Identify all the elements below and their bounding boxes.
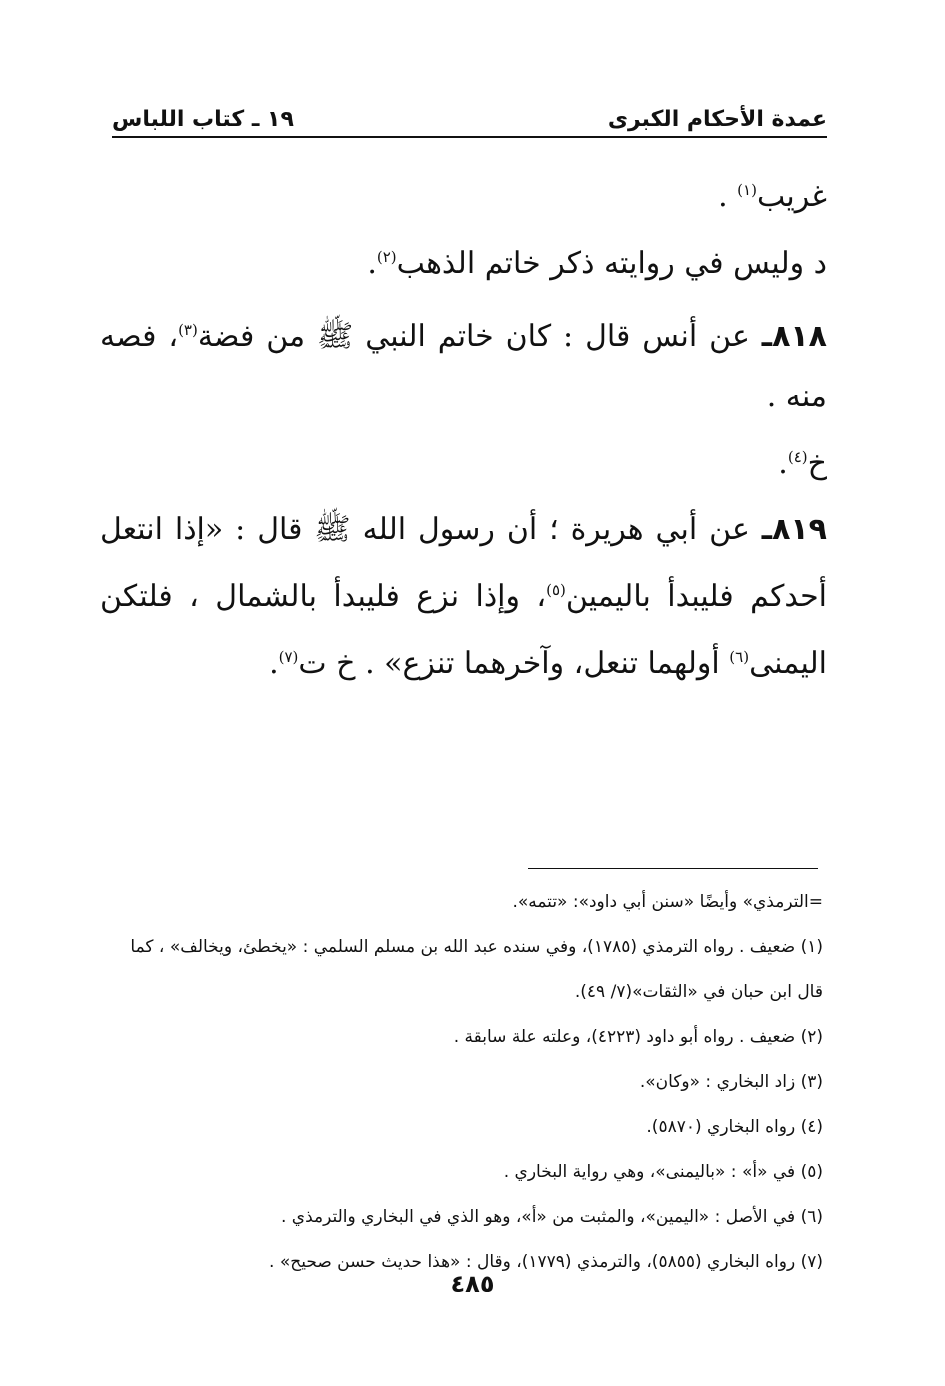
footnote-6: (٦) في الأصل : «اليمين»، والمثبت من «أ»، وهو الذي في البخاري والترمذي . bbox=[280, 1207, 823, 1227]
running-header bbox=[112, 98, 827, 138]
footnote-2: (٢) ضعيف . رواه أبو داود (٤٢٢٣)، وعلته علة سابقة . bbox=[453, 1027, 823, 1047]
text-abu-dawud-note: د وليس في روايته ذكر خاتم الذهب bbox=[396, 246, 827, 281]
hadith-number-819: ٨١٩ـ bbox=[761, 512, 827, 547]
footnote-ref-7[interactable]: (٧) bbox=[278, 648, 299, 666]
footnote-continuation: =الترمذي» وأيضًا «سنن أبي داود»: «تتمه». bbox=[512, 892, 823, 912]
footnote-5: (٥) في «أ» : «باليمنى»، وهي رواية البخاري . bbox=[503, 1162, 823, 1182]
hadith-819-text-a: عن أبي هريرة ؛ أن رسول الله ﷺ قال : «إذا انتعل أحدكم فليبدأ باليمين bbox=[100, 512, 827, 614]
chapter-title: ١٩ ـ كتاب اللباس bbox=[112, 107, 294, 132]
hadith-818-end: ، فصه منه . bbox=[100, 319, 827, 414]
footnote-3: (٣) زاد البخاري : «وكان». bbox=[639, 1072, 823, 1092]
punct: . bbox=[269, 646, 279, 681]
punct: . bbox=[367, 246, 377, 281]
text-line-2 bbox=[100, 227, 827, 294]
footnote-separator bbox=[528, 868, 818, 869]
main-text bbox=[100, 160, 827, 694]
punct: . bbox=[718, 179, 738, 214]
hadith-819-text-c: أولهما تنعل، وآخرهما تنزع» . خ ت bbox=[298, 646, 730, 681]
hadith-819 bbox=[100, 500, 827, 694]
footnote-ref-1[interactable]: (١) bbox=[737, 181, 757, 199]
text-line-1 bbox=[100, 160, 827, 227]
text-gharib: غريب bbox=[756, 179, 827, 214]
book-title: عمدة الأحكام الكبرى bbox=[607, 107, 827, 132]
footnote-7: (٧) رواه البخاري (٥٨٥٥)، والترمذي (١٧٧٩)، وقال : «هذا حديث حسن صحيح» . bbox=[269, 1252, 823, 1272]
footnote-1: (١) ضعيف . رواه الترمذي (١٧٨٥)، وفي سنده عبد الله بن مسلم السلمي : «يخطئ، ويخالف» ، كما قال ابن حبان في «الثقات»(٧/ ٤٩). bbox=[130, 937, 823, 1002]
hadith-number-818: ٨١٨ـ bbox=[761, 319, 827, 354]
hadith-819-text-b: ، وإذا نزع فليبدأ بالشمال ، فلتكن اليمنى bbox=[100, 579, 827, 681]
footnote-ref-2[interactable]: (٢) bbox=[376, 248, 397, 266]
punct: . bbox=[778, 446, 788, 481]
hadith-818-text: عن أنس قال : كان خاتم النبي ﷺ من فضة bbox=[197, 319, 762, 354]
footnote-ref-6[interactable]: (٦) bbox=[729, 648, 750, 666]
footnote-4: (٤) رواه البخاري (٥٨٧٠). bbox=[646, 1117, 823, 1137]
hadith-818-source bbox=[100, 427, 827, 494]
page-number: ٤٨٥ bbox=[450, 1270, 495, 1298]
footnote-ref-3[interactable]: (٣) bbox=[178, 321, 198, 339]
hadith-818 bbox=[100, 300, 827, 427]
footnote-ref-5[interactable]: (٥) bbox=[546, 581, 566, 599]
footnotes bbox=[100, 880, 823, 1285]
footnote-ref-4[interactable]: (٤) bbox=[787, 448, 808, 466]
source-siglum-kh: خ bbox=[807, 446, 827, 481]
